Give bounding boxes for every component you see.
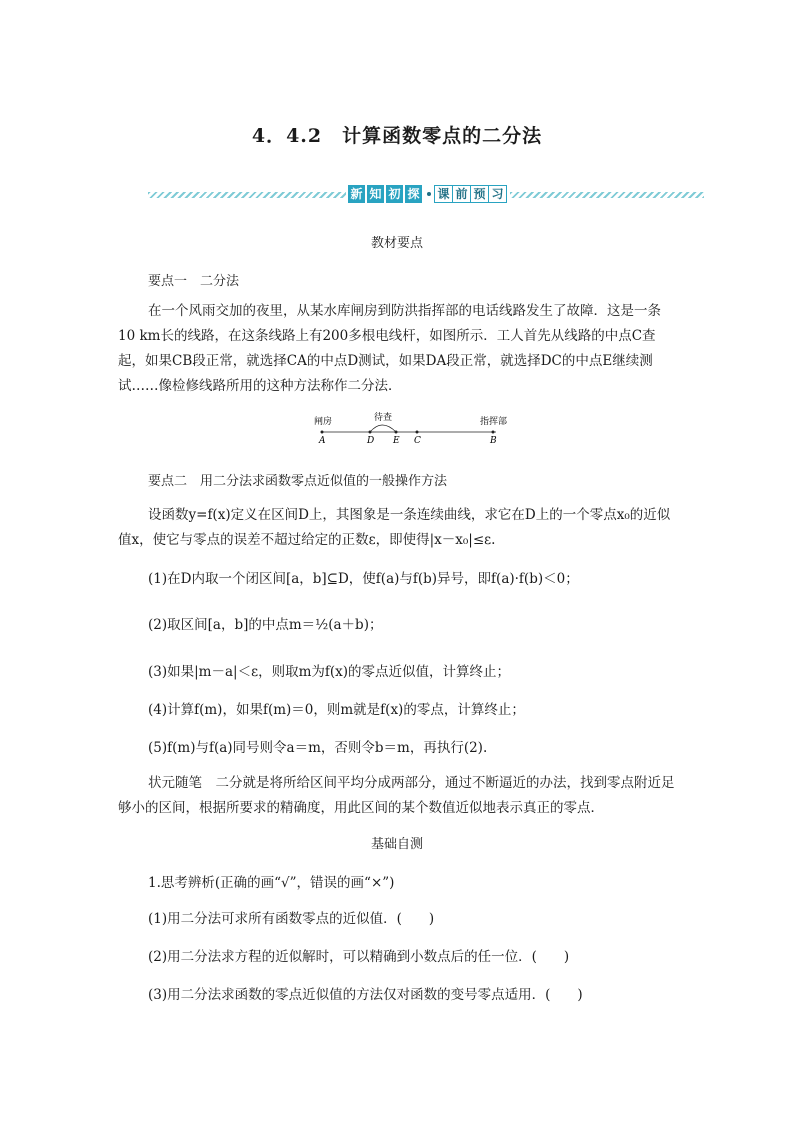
question-item: (2)用二分法求方程的近似解时，可以精确到小数点后的任一位．( ): [148, 949, 570, 965]
page-title: 4．4.2 计算函数零点的二分法: [251, 125, 543, 147]
banner-tag: 初: [386, 185, 403, 203]
banner-tag: 前: [452, 185, 471, 203]
section-heading: 教材要点: [370, 236, 423, 251]
question-item: (3)用二分法求函数的零点近似值的方法仅对函数的变号零点适用．( ): [148, 987, 583, 1003]
point2-heading: 要点二 用二分法求函数零点近似值的一般操作方法: [148, 474, 448, 489]
diagram-point-label: D: [367, 436, 375, 446]
diagram-label-start: 闸房: [314, 417, 333, 427]
banner-tag: 课: [434, 185, 453, 203]
banner-tag: 探: [405, 185, 422, 203]
banner-tag: 新: [348, 185, 365, 203]
banner-tag: 预: [470, 185, 489, 203]
section-banner: [148, 185, 704, 205]
diagram-point-a: [321, 431, 324, 434]
step-item: (4)计算f(m)，如果f(m)＝0，则m就是f(x)的零点，计算终止；: [148, 702, 525, 718]
diagram-point-label: E: [393, 436, 400, 446]
diagram-point-d: [369, 431, 372, 434]
point2-text: 设函数y=f(x)定义在区间D上，其图象是一条连续曲线，求它在D上的一个零点x₀的近似值x，使它与零点的误差不超过给定的正数ε，即使得|x－x₀|≤ε.: [118, 507, 671, 548]
line-diagram: [310, 410, 510, 446]
question-title: 1.思考辨析(正确的画“√”，错误的画“×”): [148, 875, 395, 891]
diagram-point-b: [492, 431, 495, 434]
diagram-bracket: [370, 425, 396, 432]
banner-tag: 知: [367, 185, 384, 203]
step-item: (3)如果|m－a|＜ε，则取m为f(x)的零点近似值，计算终止；: [148, 664, 511, 680]
diagram-point-e: [395, 431, 398, 434]
question-item: (1)用二分法可求所有函数零点的近似值．( ): [148, 911, 435, 927]
study-note: 状元随笔 二分就是将所给区间平均分成两部分，通过不断逼近的办法，找到零点附近足够小的区间，根据所要求的精确度，用此区间的某个数值近似地表示真正的零点．: [118, 775, 675, 816]
diagram-point-label: C: [414, 436, 421, 446]
step-item: (5)f(m)与f(a)同号则令a＝m，否则令b＝m，再执行(2).: [148, 740, 488, 756]
point1-heading: 要点一 二分法: [148, 274, 240, 289]
diagram-point-c: [416, 431, 419, 434]
point1-text: 在一个风雨交加的夜里，从某水库闸房到防洪指挥部的电话线路发生了故障．这是一条10 km长的线路，在这条线路上有200多根电线杆，如图所示．工人首先从线路的中点C查起，如果CB段正常，就选择CA的中点D测试，如果DA段正常，就选择DC的中点E继续测试……像检修线路所用的这种方法称作二分法．: [118, 303, 661, 394]
diagram-label-mid: 待查: [374, 413, 393, 423]
banner-hatch-left: [148, 192, 346, 198]
step-item: (2)取区间[a，b]的中点m＝½(a＋b)；: [148, 617, 383, 633]
diagram-point-label: B: [490, 436, 497, 446]
diagram-label-end: 指挥部: [480, 417, 508, 427]
step-item: (1)在D内取一个闭区间[a，b]⊆D，使f(a)与f(b)异号，即f(a)·f(b)＜0；: [148, 571, 579, 587]
banner-dot: [427, 192, 431, 196]
banner-tag: 习: [488, 185, 507, 203]
banner-hatch-right: [510, 192, 704, 198]
diagram-point-label: A: [319, 436, 326, 446]
section-heading: 基础自测: [370, 837, 423, 852]
